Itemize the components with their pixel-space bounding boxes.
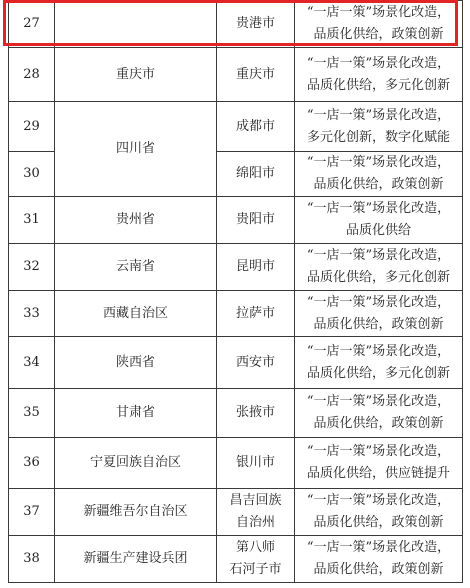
table-row [9, 244, 463, 291]
mode-cell: “一店一策”场景化改造， 品质化供给，政策创新 [295, 536, 463, 583]
data-table [8, 0, 463, 583]
table-row [9, 102, 463, 152]
row-number: 29 [9, 102, 55, 152]
city-cell: 重庆市 [217, 48, 295, 102]
province-cell: 陕西省 [55, 337, 217, 389]
mode-cell: “一店一策”场景化改造， 品质化供给，政策创新 [295, 291, 463, 337]
province-cell [55, 1, 217, 48]
row-number: 34 [9, 337, 55, 389]
table-row [9, 197, 463, 244]
province-cell: 贵州省 [55, 197, 217, 244]
row-number: 31 [9, 197, 55, 244]
mode-cell: “一店一策”场景化改造， 品质化供给，政策创新 [295, 1, 463, 48]
row-number: 37 [9, 489, 55, 536]
row-number: 28 [9, 48, 55, 102]
mode-cell: “一店一策”场景化改造， 品质化供给，政策创新 [295, 152, 463, 197]
row-number: 33 [9, 291, 55, 337]
city-list-table [8, 0, 462, 582]
province-cell: 重庆市 [55, 48, 217, 102]
mode-cell: “一店一策”场景化改造， 品质化供给，供应链提升 [295, 438, 463, 489]
mode-cell: “一店一策”场景化改造， 品质化供给，多元化创新 [295, 244, 463, 291]
table-row [9, 337, 463, 389]
city-cell: 西安市 [217, 337, 295, 389]
province-cell: 新疆维吾尔自治区 [55, 489, 217, 536]
city-cell: 昌吉回族 自治州 [217, 489, 295, 536]
table-row [9, 48, 463, 102]
province-cell: 甘肃省 [55, 389, 217, 438]
table-row [9, 489, 463, 536]
province-cell: 四川省 [55, 102, 217, 197]
city-cell: 绵阳市 [217, 152, 295, 197]
row-number: 30 [9, 152, 55, 197]
mode-cell: “一店一策”场景化改造， 品质化供给 [295, 197, 463, 244]
table-row [9, 291, 463, 337]
mode-cell: “一店一策”场景化改造， 品质化供给，政策创新 [295, 389, 463, 438]
table-row [9, 536, 463, 583]
row-number: 38 [9, 536, 55, 583]
city-cell: 贵港市 [217, 1, 295, 48]
city-cell: 拉萨市 [217, 291, 295, 337]
city-cell: 成都市 [217, 102, 295, 152]
table-row [9, 1, 463, 48]
table-row [9, 438, 463, 489]
row-number: 36 [9, 438, 55, 489]
city-cell: 银川市 [217, 438, 295, 489]
province-cell: 西藏自治区 [55, 291, 217, 337]
city-cell: 贵阳市 [217, 197, 295, 244]
row-number: 35 [9, 389, 55, 438]
province-cell: 云南省 [55, 244, 217, 291]
city-cell: 张掖市 [217, 389, 295, 438]
province-cell: 宁夏回族自治区 [55, 438, 217, 489]
mode-cell: “一店一策”场景化改造， 品质化供给，多元化创新 [295, 48, 463, 102]
mode-cell: “一店一策”场景化改造， 品质化供给，多元化创新 [295, 337, 463, 389]
row-number: 32 [9, 244, 55, 291]
table-row [9, 389, 463, 438]
mode-cell: “一店一策”场景化改造， 多元化创新，数字化赋能 [295, 102, 463, 152]
mode-cell: “一店一策”场景化改造， 品质化供给，政策创新 [295, 489, 463, 536]
row-number: 27 [9, 1, 55, 48]
province-cell: 新疆生产建设兵团 [55, 536, 217, 583]
city-cell: 第八师 石河子市 [217, 536, 295, 583]
city-cell: 昆明市 [217, 244, 295, 291]
